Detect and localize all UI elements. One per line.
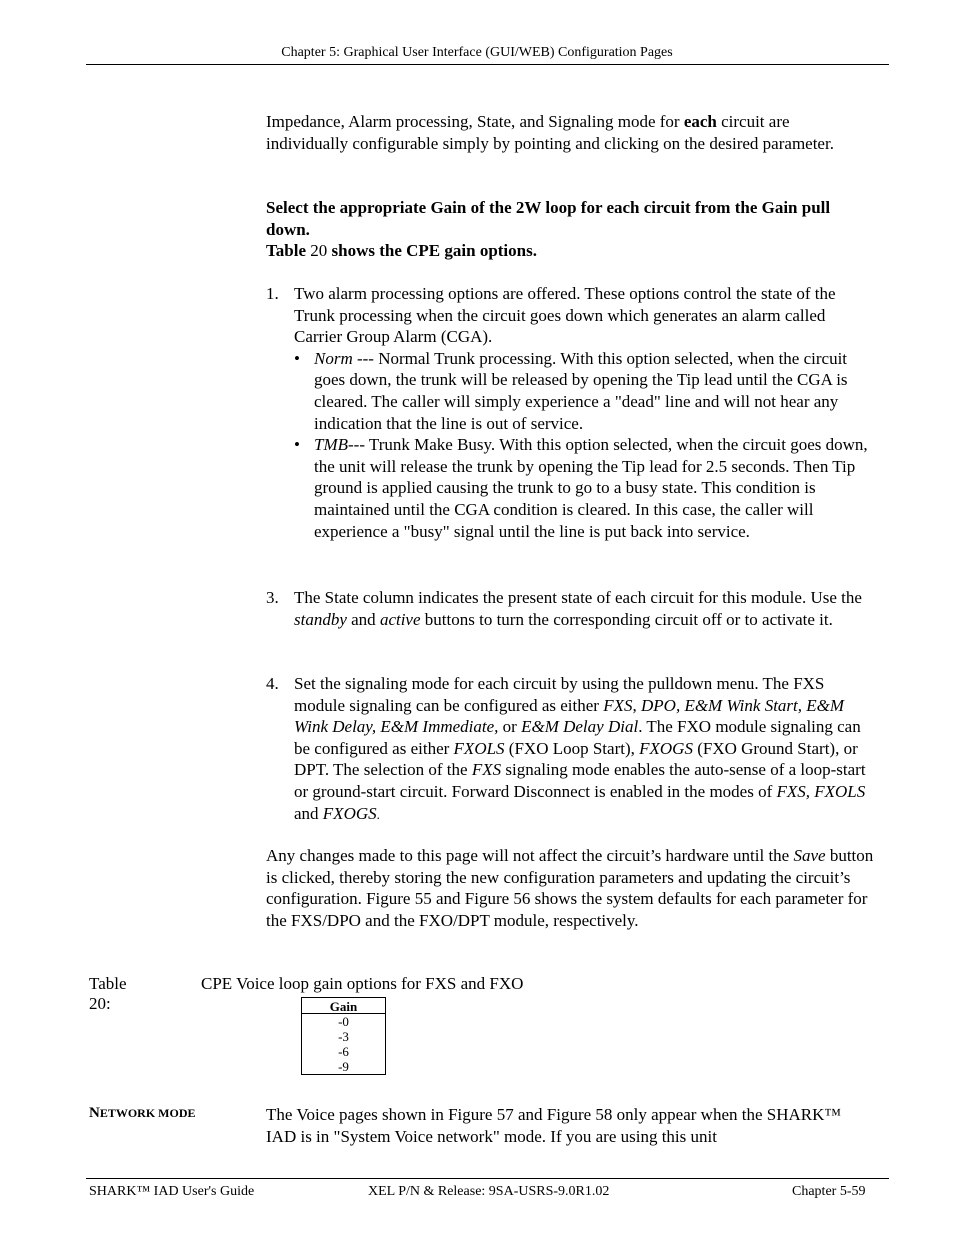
footer-rule — [86, 1178, 889, 1179]
item4-text: . The FXO module signaling can be configured as either — [294, 717, 861, 758]
bullet-text: --- Trunk Make Busy. With this option selected, when the circuit goes down, the unit will release the trunk by opening the Tip lead for 2.5 seconds. Then Tip ground is applied causing the trunk to go to a busy state. This condition is maintained until the CGA condition is cleared. In this case, the caller will experience a "busy" signal until the line is put back into service. — [314, 435, 868, 541]
page-header: Chapter 5: Graphical User Interface (GUI/WEB) Configuration Pages — [281, 45, 673, 60]
item3-text-c: buttons to turn the corresponding circuit off or to activate it. — [420, 609, 833, 629]
item3-text-a: The State column indicates the present state of each circuit for this module. Use the — [294, 588, 862, 607]
gain-table-row: -6 — [338, 1044, 349, 1059]
item4-text: (FXO Ground Start), or DPT. The selection of the — [294, 738, 858, 780]
heading-initial: N — [89, 1105, 100, 1121]
item4-text: or — [498, 717, 522, 737]
list-number: 3. — [266, 588, 279, 607]
footer-left: SHARK™ IAD User's Guide — [89, 1184, 255, 1199]
table-ref-word[interactable]: Table — [266, 241, 307, 261]
mode-term: E&M Delay Dial — [521, 717, 639, 737]
heading-rest: ETWORK MODE — [99, 1106, 196, 1120]
gain-table-row: -3 — [338, 1029, 349, 1044]
item4-text: Set the signaling mode for each circuit by using the pulldown menu. The FXS module signaling can be configured as either — [294, 674, 825, 715]
network-mode-heading — [89, 1105, 196, 1122]
standby-term: standby — [294, 609, 347, 629]
list-number: 1. — [266, 284, 279, 303]
list-item-4 — [266, 673, 874, 825]
network-mode-text: The Voice pages shown in Figure 57 and Figure 58 only appear when the SHARK™ IAD is in "System Voice network" mode. If you are using this unit — [266, 1105, 842, 1146]
bullet-term: Norm — [314, 348, 353, 368]
bullet-term: TMB — [314, 435, 348, 455]
list-item-1-text: Two alarm processing options are offered. These options control the state of the Trunk processing when the circuit goes down which generates an alarm called Carrier Group Alarm (CGA). — [294, 284, 836, 347]
gain-instruction-line2: shows the CPE gain options. — [331, 241, 537, 261]
mode-term: FXOGS — [639, 738, 693, 758]
item4-text: signaling mode enables the auto-sense of a loop-start or ground-start circuit. Forward Disconnect is enabled in the modes of — [294, 760, 866, 801]
item4-text: and — [294, 803, 323, 823]
bullet-norm — [294, 348, 874, 434]
bullet-dot-icon: • — [294, 435, 300, 455]
footer-center: XEL P/N & Release: 9SA-USRS-9.0R1.02 — [368, 1184, 610, 1199]
list-item-3 — [266, 587, 874, 630]
gain-table-row: -0 — [338, 1014, 349, 1029]
bullet-dot-icon: • — [294, 348, 300, 368]
mode-term: FXS — [603, 695, 633, 715]
save-term: Save — [793, 846, 826, 865]
intro-text-a: Impedance, Alarm processing, State, and Signaling mode for — [266, 112, 684, 131]
gain-table — [301, 997, 386, 1075]
network-mode-paragraph — [266, 1104, 874, 1147]
active-term: active — [379, 609, 421, 629]
table-caption-label: Table 20: — [89, 974, 127, 1013]
mode-term: FXS — [471, 760, 502, 780]
mode-term: DPO, E&M Wink Start, E&M Wink Delay, E&M Immediate, — [294, 695, 845, 737]
gain-table-row: -9 — [338, 1059, 349, 1074]
intro-bold-each: each — [683, 112, 717, 131]
intro-text-b: circuit are individually configurable simply by pointing and clicking on the desired parameter. — [266, 112, 834, 153]
bullet-tmb — [294, 434, 874, 542]
list-number: 4. — [266, 674, 279, 693]
changes-paragraph — [266, 845, 874, 931]
list-item-1 — [266, 283, 874, 542]
intro-paragraph — [266, 111, 874, 154]
item4-text: . — [376, 806, 380, 822]
header-rule — [86, 64, 889, 65]
mode-term: FXS, FXOLS — [776, 781, 866, 801]
changes-text-a: Any changes made to this page will not affect the circuit’s hardware until the — [266, 846, 794, 865]
mode-term: FXOGS — [322, 803, 377, 823]
changes-text-b: button is clicked, thereby storing the new configuration parameters and updating the circuit’s configuration. Figure 55 and Figure 56 shows the system defaults for each parameter for the FXS/DPO and the FXO/DPT module, respectively. — [266, 846, 874, 930]
footer-right: Chapter 5-59 — [792, 1184, 866, 1199]
item4-text: (FXO Loop Start), — [504, 738, 640, 758]
mode-term: FXOLS — [453, 738, 505, 758]
gain-instruction — [266, 197, 874, 262]
bullet-text: --- Normal Trunk processing. With this option selected, when the circuit goes down, the trunk will be released by opening the Tip lead until the CGA is cleared. The caller will simply experience a "dead" line and will not hear any indication that the line is out of service. — [314, 348, 848, 433]
item3-text-b: and — [346, 609, 380, 629]
table-ref-number[interactable]: 20 — [306, 241, 332, 261]
gain-instruction-line1: Select the appropriate Gain of the 2W loop for each circuit from the Gain pull down. — [266, 198, 831, 239]
table-caption-title: CPE Voice loop gain options for FXS and FXO — [201, 974, 524, 993]
item4-text: , — [632, 695, 641, 715]
gain-table-header: Gain — [302, 998, 385, 1014]
